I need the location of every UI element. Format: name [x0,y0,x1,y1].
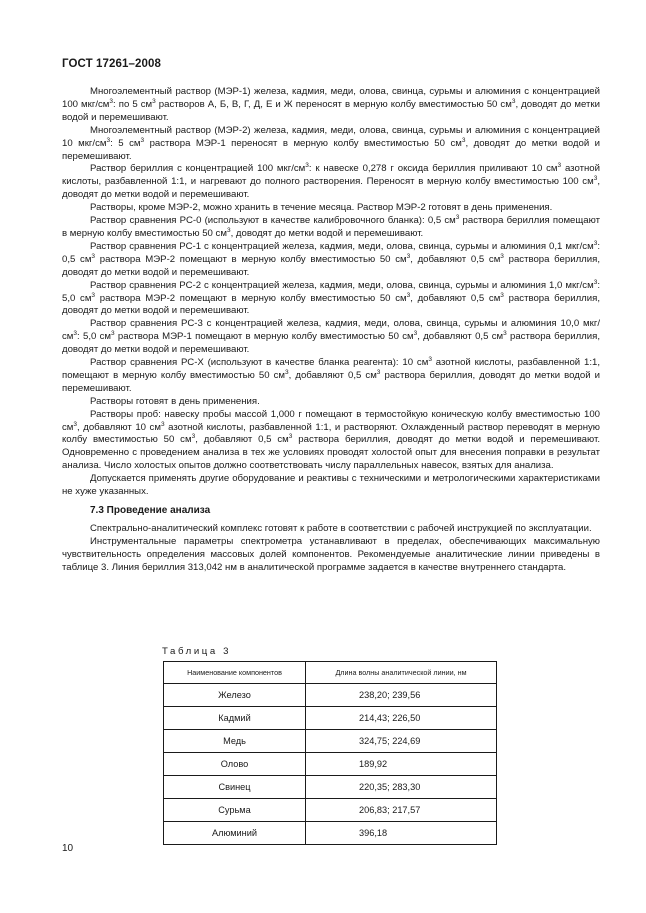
superscript: 3 [140,136,145,144]
superscript: 3 [593,278,598,286]
table-cell-wavelength: 324,75; 224,69 [306,730,497,753]
superscript: 3 [226,226,231,234]
table-row [164,799,497,822]
superscript: 3 [376,368,381,376]
table-row [164,707,497,730]
superscript: 3 [73,420,78,428]
superscript: 3 [191,433,196,441]
table-cell-component: Сурьма [164,799,306,822]
paragraph-section-1: Спектрально-аналитический комплекс готовят к работе в соответствии с рабочей инструкцией по эксплуатации. [90,522,592,534]
superscript: 3 [455,214,460,222]
paragraph-beryllium: Раствор бериллия с концентрацией 100 мкг/$см^3$: к навеске 0,278 г оксида бериллия приливают 10 $см^3$ азотной кислоты, разбавленной 1:1, и нагревают до полного растворения. Переносят в мерную колбу вместимостью 100 $см^3$, доводят до метки водой и перемешивают. [62,162,600,201]
superscript: 3 [288,433,293,441]
superscript: 3 [593,239,598,247]
superscript: 3 [511,97,516,105]
table-cell-wavelength: 238,20; 239,56 [306,684,497,707]
table-cell-wavelength: 214,43; 226,50 [306,707,497,730]
paragraph-rsx: Раствор сравнения РС-Х (используют в качестве бланка реагента): 10 $см^3$ азотной кислоты, разбавленной 1:1, помещают в мерную колбу вместимостью 50 $см^3$, добавляют 0,5 $см^3$ раствора бериллия, доводят до метки водой и перемешивают. [62,356,600,394]
superscript: 3 [285,368,289,376]
superscript: 3 [106,136,111,144]
superscript: 3 [111,330,115,338]
superscript: 3 [109,97,114,105]
paragraph-prepare-day: Растворы готовят в день применения. [90,395,260,407]
superscript: 3 [73,330,78,338]
superscript: 3 [406,291,411,299]
table-row [164,753,497,776]
superscript: 3 [91,291,96,299]
superscript: 3 [500,291,504,299]
superscript: 3 [152,97,156,105]
paragraph-mer2: Многоэлементный раствор (МЭР-2) железа, кадмия, меди, олова, свинца, сурьмы и алюминия с концентрацией 10 мкг/$см^3$: 5 $см^3$ раствора МЭР-1 переносят в мерную колбу вместимостью 50 $см^3$, доводят до метки водой и перемешивают. [62,124,601,162]
superscript: 3 [428,356,432,364]
document-header: ГОСТ 17261–2008 [62,58,162,70]
superscript: 3 [593,175,598,183]
superscript: 3 [413,330,418,338]
table-cell-wavelength: 396,18 [306,822,497,845]
paragraph-rs1: Раствор сравнения РС-1 с концентрацией железа, кадмия, меди, олова, свинца, сурьмы и алюминия 0,1 мкг/$см^3$: 0,5 $см^3$ раствора МЭР-2 помещают в мерную колбу вместимостью 50 $см^3$, добавляют 0,5 $см^3$ раствора бериллия, доводят до метки водой и перемешивают. [62,239,600,278]
page-number: 10 [62,843,74,854]
superscript: 3 [461,136,466,144]
superscript: 3 [557,162,562,170]
table-cell-wavelength: 220,35; 283,30 [306,776,497,799]
paragraph-alternatives: Допускается применять другие оборудование и реактивы с техническими и метрологическими характеристиками не хуже указанных. [62,473,600,498]
table-cell-wavelength: 206,83; 217,57 [306,799,497,822]
superscript: 3 [160,420,165,428]
table-cell-component: Олово [164,753,306,776]
table-cell-component: Алюминий [164,822,306,845]
superscript: 3 [503,330,507,338]
table-cell-component: Медь [164,730,306,753]
table-cell-component: Железо [164,684,306,707]
wavelength-table [163,661,497,845]
paragraph-rs2: Раствор сравнения РС-2 с концентрацией железа, кадмия, меди, олова, свинца, сурьмы и алюминия 1,0 мкг/$см^3$: 5,0 $см^3$ раствора МЭР-2 помещают в мерную колбу вместимостью 50 $см^3$, добавляют 0,5 $см^3$ раствора бериллия, доводят до метки водой и перемешивают. [62,278,600,317]
paragraph-rs3: Раствор сравнения РС-3 с концентрацией железа, кадмия, меди, олова, свинца, сурьмы и алюминия 10,0 мкг/$см^3$: 5,0 $см^3$ раствора МЭР-1 помещают в мерную колбу вместимостью 50 $см^3$, добавляют 0,5 $см^3$ раствора бериллия, доводят до метки водой и перемешивают. [62,318,600,356]
table-row [164,730,497,753]
body-text [62,86,600,575]
table-header-row [164,662,497,684]
table-header-component: Наименование компонентов [164,662,306,684]
table-header-wavelength: Длина волны аналитической линии, нм [306,662,497,684]
section-heading: 7.3 Проведение анализа [90,505,211,516]
paragraph-sample-solutions: Растворы проб: навеску пробы массой 1,000 г помещают в термостойкую коническую колбу вместимостью 100 $см^3$, добавляют 10 $см^3$ азотной кислоты, разбавленной 1:1, и растворяют. Охлажденный раствор переводят в мерную колбу вместимостью 50 $см^3$, добавляют 0,5 $см^3$ раствора бериллия, доводят до метки водой и перемешивают. Одновременно с проведением анализа в тех же условиях проводят холостой опыт для внесения поправки в результат анализа. Число холостых опытов должно соответствовать числу параллельных навесок, взятых для анализа. [62,408,600,472]
table-caption: Таблица 3 [162,646,232,657]
table-row [164,776,497,799]
table-cell-component: Кадмий [164,707,306,730]
superscript: 3 [91,252,96,260]
paragraph-section-2: Инструментальные параметры спектрометра устанавливают в пределах, обеспечивающих максимальную чувствительность определения массовых долей компонентов. Рекомендуемые аналитические линии приведены в таблице 3. Линия бериллия 313,042 нм в аналитической программе задается в качестве внутреннего стандарта. [62,535,600,573]
table-row [164,822,497,845]
superscript: 3 [406,252,411,260]
paragraph-mer1: Многоэлементный раствор (МЭР-1) железа, кадмия, меди, олова, свинца, сурьмы и алюминия с концентрацией 100 мкг/$см^3$: по 5 $см^3$ растворов А, Б, В, Г, Д, Е и Ж переносят в мерную колбу вместимостью 50 $см^3$, доводят до метки водой и перемешивают. [62,86,600,123]
superscript: 3 [500,252,504,260]
paragraph-storage: Растворы, кроме МЭР-2, можно хранить в течение месяца. Раствор МЭР-2 готовят в день применения. [90,202,553,214]
table-cell-wavelength: 189,92 [306,753,497,776]
table-cell-component: Свинец [164,776,306,799]
table-row [164,684,497,707]
superscript: 3 [305,162,309,170]
paragraph-rs0: Раствор сравнения РС-0 (используют в качестве калибровочного бланка): 0,5 $см^3$ раствора бериллия помещают в мерную колбу вместимостью 50 $см^3$, доводят до метки водой и перемешивают. [62,214,601,239]
